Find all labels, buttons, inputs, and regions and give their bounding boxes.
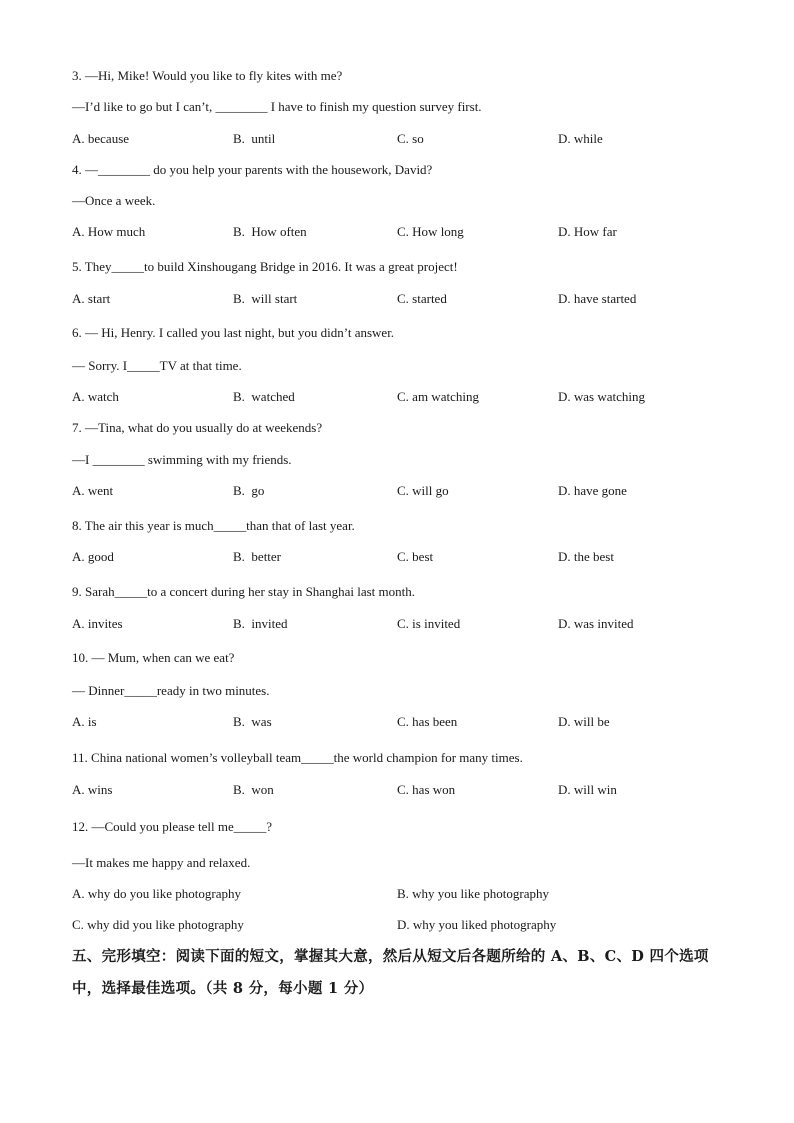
question-3-option-c: C. so — [397, 131, 424, 146]
question-7-option-a: A. went — [72, 483, 114, 498]
question-3-option-d: D. while — [558, 131, 603, 146]
question-10-option-a: A. is — [72, 714, 97, 729]
question-12-option-a: A. why do you like photography — [72, 886, 241, 901]
question-6-option-d: D. was watching — [558, 389, 646, 404]
question-7-response: —I ________ swimming with my friends. — [72, 452, 292, 467]
question-3-response: —I’d like to go but I can’t, ________ I have to finish my question survey first. — [72, 99, 482, 114]
question-10-response: — Dinner_____ready in two minutes. — [72, 683, 270, 698]
question-3-option-b: B. until — [233, 131, 276, 146]
section-heading-cloze: 五、完形填空：阅读下面的短文，掌握其大意，然后从短文后各题所给的 A、B、C、D 四个选项中，选择最佳选项。（共 8 分，每小题 1 分） — [72, 948, 709, 997]
question-10-option-d: D. will be — [558, 714, 610, 729]
question-9-option-a: A. invites — [72, 616, 123, 631]
question-9-option-c: C. is invited — [397, 616, 461, 631]
question-8-option-d: D. the best — [558, 549, 614, 564]
question-5-option-b: B. will start — [233, 291, 298, 306]
question-4-stem: 4. —________ do you help your parents with the housework, David? — [72, 162, 433, 177]
question-3-stem: 3. —Hi, Mike! Would you like to fly kites with me? — [72, 68, 343, 83]
question-4-option-d: D. How far — [558, 224, 617, 239]
question-10-option-b: B. was — [233, 714, 272, 729]
question-11-option-b: B. won — [233, 782, 274, 797]
question-8-option-a: A. good — [72, 549, 114, 564]
question-5-option-d: D. have started — [558, 291, 637, 306]
question-3-option-a: A. because — [72, 131, 130, 146]
question-5-stem: 5. They_____to build Xinshougang Bridge in 2016. It was a great project! — [72, 259, 458, 274]
question-9-option-d: D. was invited — [558, 616, 634, 631]
question-9-option-b: B. invited — [233, 616, 288, 631]
question-7-stem: 7. —Tina, what do you usually do at weekends? — [72, 420, 323, 435]
question-5-option-c: C. started — [397, 291, 447, 306]
question-6-option-c: C. am watching — [397, 389, 479, 404]
question-11-option-d: D. will win — [558, 782, 617, 797]
question-6-option-a: A. watch — [72, 389, 119, 404]
question-11-stem: 11. China national women’s volleyball team_____the world champion for many times. — [72, 750, 523, 765]
question-12-option-c: C. why did you like photography — [72, 917, 244, 932]
question-6-response: — Sorry. I_____TV at that time. — [72, 358, 242, 373]
question-8-option-c: C. best — [397, 549, 434, 564]
question-7-option-d: D. have gone — [558, 483, 627, 498]
question-10-stem: 10. — Mum, when can we eat? — [72, 650, 235, 665]
question-11-option-a: A. wins — [72, 782, 113, 797]
question-5-option-a: A. start — [72, 291, 111, 306]
question-7-option-b: B. go — [233, 483, 265, 498]
question-7-option-c: C. will go — [397, 483, 449, 498]
question-12-response: —It makes me happy and relaxed. — [72, 855, 251, 870]
question-8-stem: 8. The air this year is much_____than that of last year. — [72, 518, 355, 533]
question-6-option-b: B. watched — [233, 389, 295, 404]
question-4-option-c: C. How long — [397, 224, 464, 239]
question-4-option-a: A. How much — [72, 224, 146, 239]
question-4-response: —Once a week. — [72, 193, 156, 208]
question-10-option-c: C. has been — [397, 714, 458, 729]
question-12-option-d: D. why you liked photography — [397, 917, 557, 932]
question-11-option-c: C. has won — [397, 782, 456, 797]
question-9-stem: 9. Sarah_____to a concert during her stay in Shanghai last month. — [72, 584, 415, 599]
question-12-option-b: B. why you like photography — [397, 886, 550, 901]
question-8-option-b: B. better — [233, 549, 282, 564]
question-6-stem: 6. — Hi, Henry. I called you last night, but you didn’t answer. — [72, 325, 395, 340]
question-4-option-b: B. How often — [233, 224, 307, 239]
question-12-stem: 12. —Could you please tell me_____? — [72, 819, 273, 834]
